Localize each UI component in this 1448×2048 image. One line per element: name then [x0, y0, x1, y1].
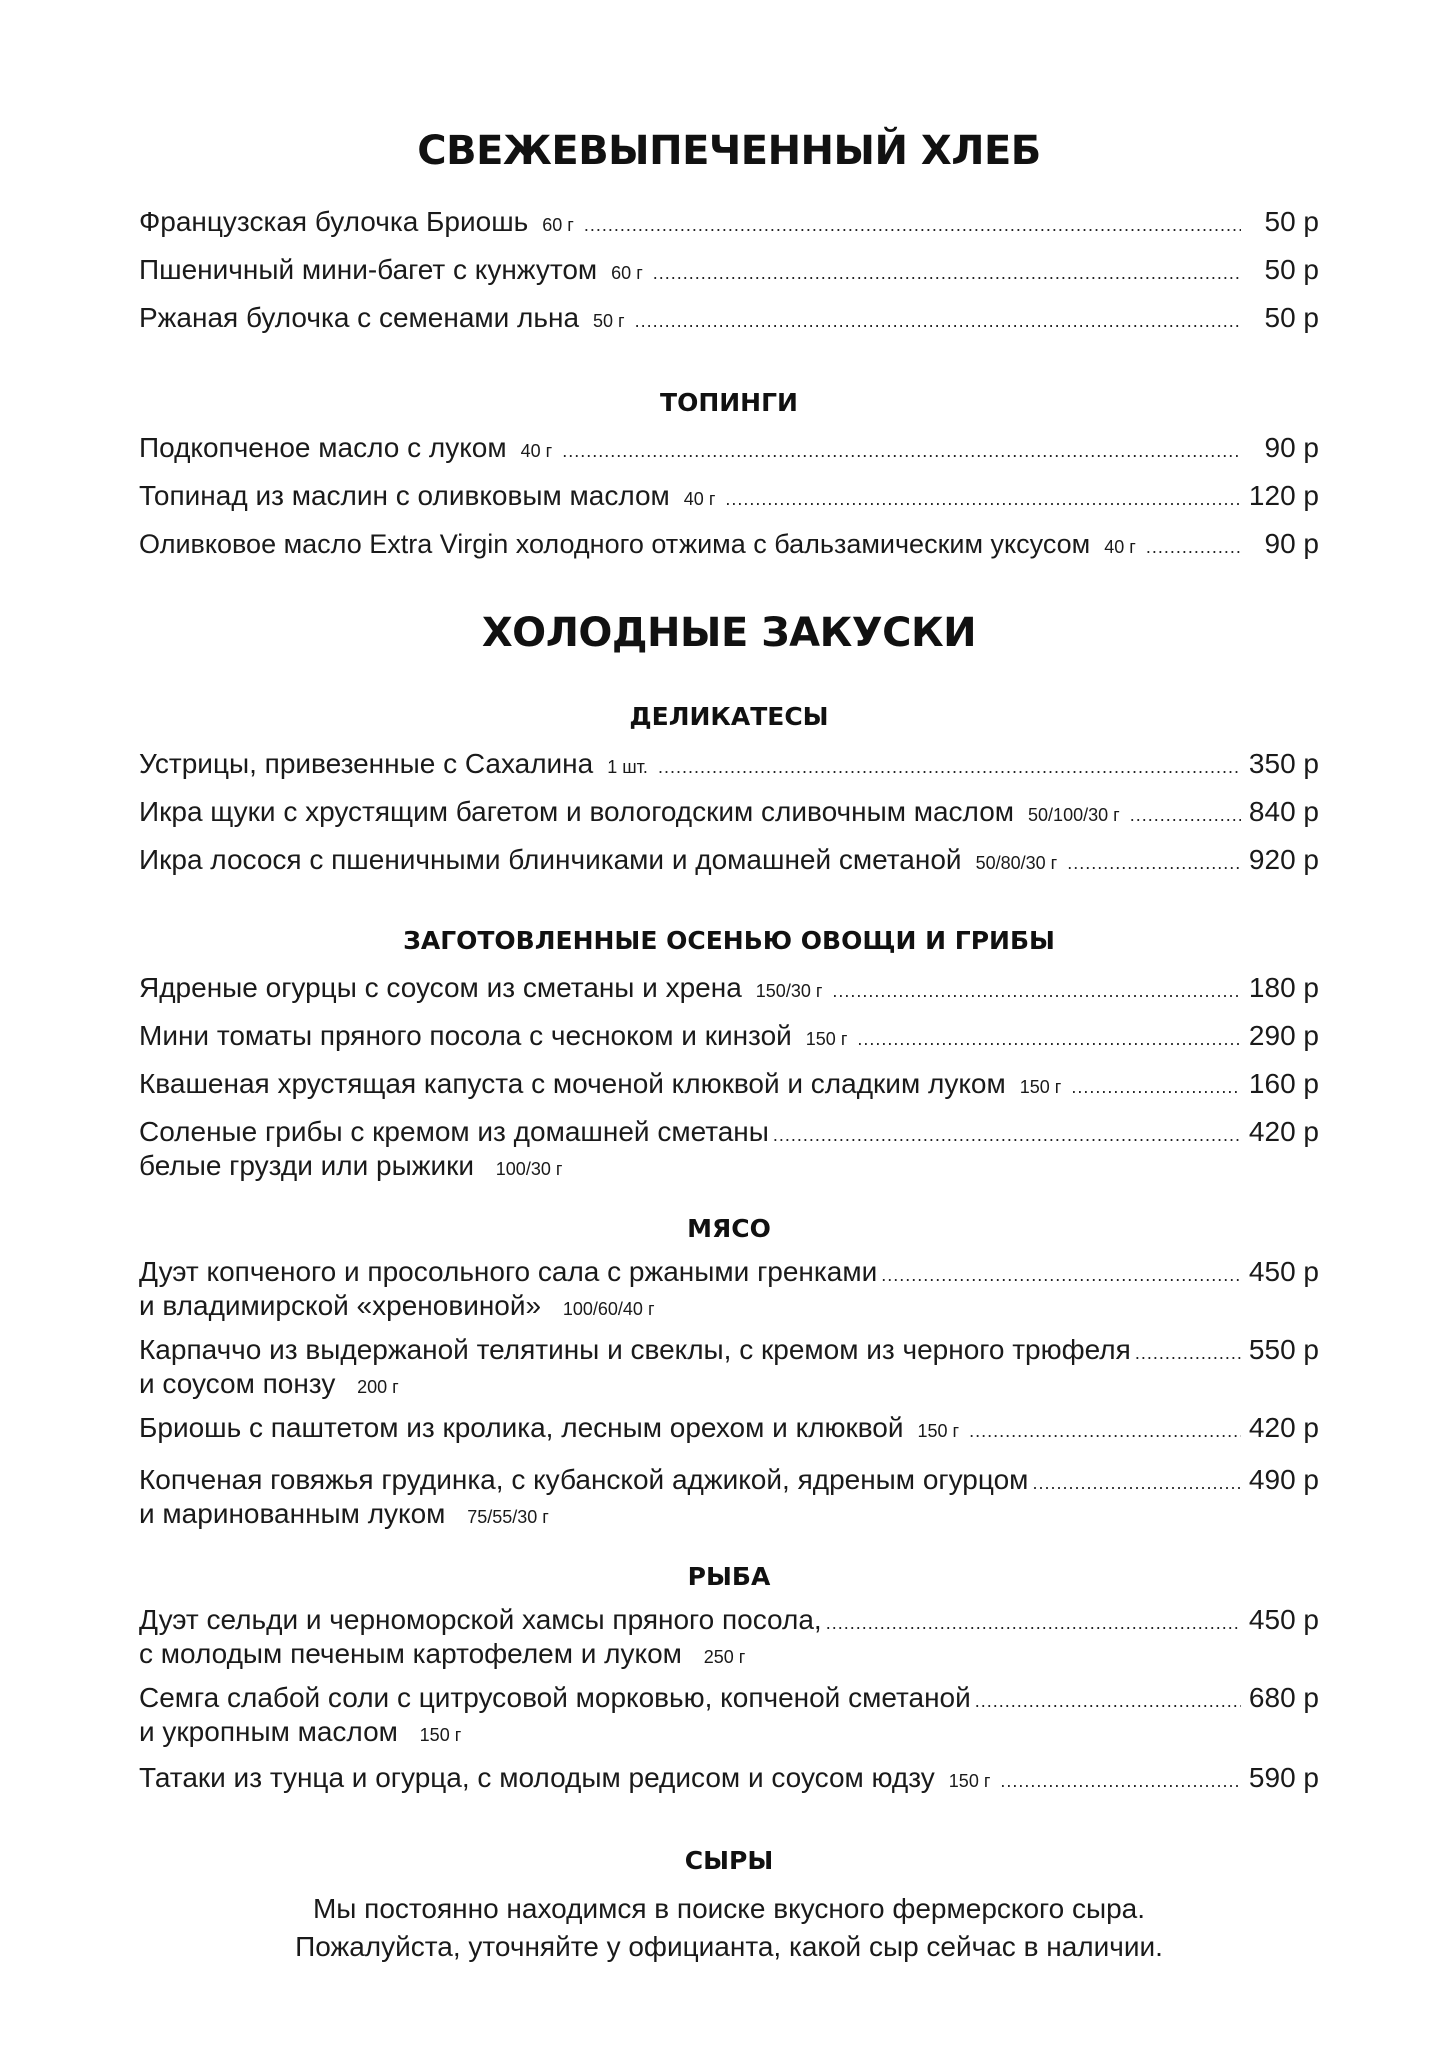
- item-name: Икра щуки с хрустящим багетом и вологодским сливочным маслом: [139, 796, 1015, 827]
- menu-item: [139, 254, 1319, 289]
- item-price: 590 р: [1248, 1762, 1319, 1793]
- menu-item: [139, 1604, 1319, 1672]
- menu-item: [139, 1256, 1319, 1324]
- item-weight: 40 г: [520, 441, 553, 461]
- item-weight: 150/30 г: [755, 981, 823, 1001]
- menu-item: [139, 480, 1319, 515]
- item-weight: 60 г: [542, 215, 574, 235]
- menu-item: [139, 1020, 1319, 1055]
- item-subline: с молодым печеным картофелем и луком: [139, 1638, 682, 1669]
- cheese-note-line1: Мы постоянно находимся в поиске вкусного фермерского сыра.: [312, 1893, 1146, 1924]
- leader-dots: [1067, 847, 1241, 879]
- leader-dots: [1130, 799, 1241, 831]
- menu-item: [139, 1682, 1319, 1750]
- item-price: 90 р: [1264, 432, 1319, 463]
- item-name: Ржаная булочка с семенами льна: [139, 302, 580, 333]
- cheese-section: [139, 1846, 1319, 1875]
- menu-item: [139, 748, 1319, 783]
- item-price: 90 р: [1264, 528, 1319, 559]
- item-weight: 1 шт.: [607, 757, 648, 777]
- fish-section: [139, 1562, 1319, 1591]
- leader-dots: [1146, 531, 1241, 563]
- item-price: 840 р: [1248, 796, 1319, 827]
- item-weight: 50/80/30 г: [975, 853, 1058, 873]
- section-title-meat: МЯСО: [687, 1214, 771, 1243]
- item-name: Мини томаты пряного посола с чесноком и кинзой: [139, 1020, 792, 1051]
- section-title-vegetables: ЗАГОТОВЛЕННЫЕ ОСЕНЬЮ ОВОЩИ И ГРИБЫ: [403, 926, 1055, 955]
- item-name: Татаки из тунца и огурца, с молодым редисом и соусом юдзу: [139, 1762, 935, 1793]
- item-name: Соленые грибы с кремом из домашней сметаны: [139, 1116, 769, 1147]
- menu-item: [139, 1116, 1319, 1184]
- leader-dots: [773, 1119, 1241, 1151]
- menu-item: [139, 1334, 1319, 1402]
- item-subline: и укропным маслом: [139, 1716, 398, 1747]
- menu-item: [139, 1068, 1319, 1103]
- section-title-toppings: ТОПИНГИ: [660, 388, 798, 417]
- item-name: Пшеничный мини-багет с кунжутом: [139, 254, 598, 285]
- item-name: Ядреные огурцы с соусом из сметаны и хрена: [139, 972, 742, 1003]
- cheese-note: [139, 1890, 1319, 1966]
- section-title-fish: РЫБА: [687, 1562, 771, 1591]
- leader-dots: [832, 975, 1241, 1007]
- item-name: Дуэт копченого и просольного сала с ржаными гренками: [139, 1256, 878, 1287]
- item-weight: 150 г: [805, 1029, 848, 1049]
- section-title-cheese: СЫРЫ: [684, 1846, 774, 1875]
- item-price: 50 р: [1264, 206, 1319, 237]
- leader-dots: [562, 435, 1241, 467]
- item-price: 420 р: [1248, 1116, 1319, 1147]
- item-name: Топинад из маслин с оливковым маслом: [139, 480, 670, 511]
- item-price: 120 р: [1248, 480, 1319, 511]
- item-price: 680 р: [1248, 1682, 1319, 1713]
- delicacies-section: [139, 702, 1319, 731]
- item-weight: 40 г: [1104, 537, 1136, 557]
- item-subline: белые грузди или рыжики: [139, 1150, 474, 1181]
- menu-item: [139, 972, 1319, 1007]
- item-weight: 50 г: [593, 311, 625, 331]
- menu-item: [139, 302, 1319, 337]
- leader-dots: [1032, 1467, 1240, 1499]
- section-title-delicacies: ДЕЛИКАТЕСЫ: [629, 702, 829, 731]
- item-name: Оливковое масло Extra Virgin холодного отжима с бальзамическим уксусом: [139, 529, 1091, 559]
- item-weight: 150 г: [917, 1421, 960, 1441]
- menu-item: [139, 528, 1319, 563]
- item-name: Дуэт сельди и черноморской хамсы пряного посола,: [139, 1604, 822, 1635]
- section-title-bread: СВЕЖЕВЫПЕЧЕННЫЙ ХЛЕБ: [417, 128, 1041, 174]
- leader-dots: [826, 1607, 1241, 1639]
- item-name: Квашеная хрустящая капуста с моченой клюквой и сладким луком: [139, 1068, 1006, 1099]
- leader-dots: [881, 1259, 1241, 1291]
- item-name: Икра лосося с пшеничными блинчиками и домашней сметаной: [139, 844, 962, 875]
- item-subline: и маринованным луком: [139, 1498, 446, 1529]
- menu-item: [139, 844, 1319, 879]
- item-price: 420 р: [1248, 1412, 1319, 1443]
- menu-item: [139, 432, 1319, 467]
- item-name: Семга слабой соли с цитрусовой морковью, копченой сметаной: [139, 1682, 971, 1713]
- item-weight: 100/60/40 г: [562, 1299, 655, 1319]
- item-subline: и соусом понзу: [139, 1368, 336, 1399]
- menu-item: [139, 206, 1319, 241]
- bread-section: [139, 128, 1319, 174]
- menu-item: [139, 1762, 1319, 1797]
- item-price: 550 р: [1248, 1334, 1319, 1365]
- item-name: Копченая говяжья грудинка, с кубанской аджикой, ядреным огурцом: [139, 1464, 1029, 1495]
- cheese-note-line2: Пожалуйста, уточняйте у официанта, какой сыр сейчас в наличии.: [295, 1931, 1163, 1962]
- item-weight: 40 г: [683, 489, 716, 509]
- cold-section: [139, 610, 1319, 656]
- leader-dots: [584, 209, 1241, 241]
- section-title-cold: ХОЛОДНЫЕ ЗАКУСКИ: [481, 610, 977, 656]
- item-weight: 100/30 г: [495, 1159, 563, 1179]
- item-weight: 150 г: [948, 1771, 991, 1791]
- item-price: 450 р: [1248, 1604, 1319, 1635]
- item-weight: 75/55/30 г: [467, 1507, 549, 1527]
- leader-dots: [658, 751, 1241, 783]
- item-weight: 200 г: [357, 1377, 399, 1397]
- item-price: 50 р: [1264, 254, 1319, 285]
- item-weight: 50/100/30 г: [1028, 805, 1120, 825]
- item-price: 160 р: [1248, 1068, 1319, 1099]
- item-weight: 250 г: [703, 1647, 746, 1667]
- item-price: 180 р: [1248, 972, 1319, 1003]
- leader-dots: [725, 483, 1241, 515]
- item-name: Устрицы, привезенные с Сахалина: [139, 748, 594, 779]
- item-subline: и владимирской «хреновиной»: [139, 1290, 542, 1321]
- toppings-section: [139, 388, 1319, 417]
- item-price: 290 р: [1248, 1020, 1319, 1051]
- item-price: 490 р: [1248, 1464, 1319, 1495]
- leader-dots: [975, 1685, 1241, 1717]
- leader-dots: [1071, 1071, 1241, 1103]
- item-weight: 150 г: [419, 1725, 462, 1745]
- leader-dots: [635, 305, 1241, 337]
- item-price: 50 р: [1264, 302, 1319, 333]
- item-name: Бриошь с паштетом из кролика, лесным орехом и клюквой: [139, 1412, 904, 1443]
- item-price: 450 р: [1248, 1256, 1319, 1287]
- leader-dots: [969, 1415, 1241, 1447]
- item-name: Карпаччо из выдержаной телятины и свеклы, с кремом из черного трюфеля: [139, 1334, 1131, 1365]
- leader-dots: [1000, 1765, 1241, 1797]
- item-weight: 150 г: [1019, 1077, 1062, 1097]
- leader-dots: [857, 1023, 1241, 1055]
- vegetables-section: [139, 926, 1319, 955]
- menu-item: [139, 1412, 1319, 1447]
- leader-dots: [653, 257, 1241, 289]
- item-price: 920 р: [1248, 844, 1319, 875]
- item-weight: 60 г: [611, 263, 643, 283]
- item-name: Подкопченое масло с луком: [139, 432, 507, 463]
- meat-section: [139, 1214, 1319, 1243]
- item-price: 350 р: [1248, 748, 1319, 779]
- item-name: Французская булочка Бриошь: [139, 206, 529, 237]
- menu-item: [139, 796, 1319, 831]
- menu-item: [139, 1464, 1319, 1532]
- leader-dots: [1135, 1337, 1241, 1369]
